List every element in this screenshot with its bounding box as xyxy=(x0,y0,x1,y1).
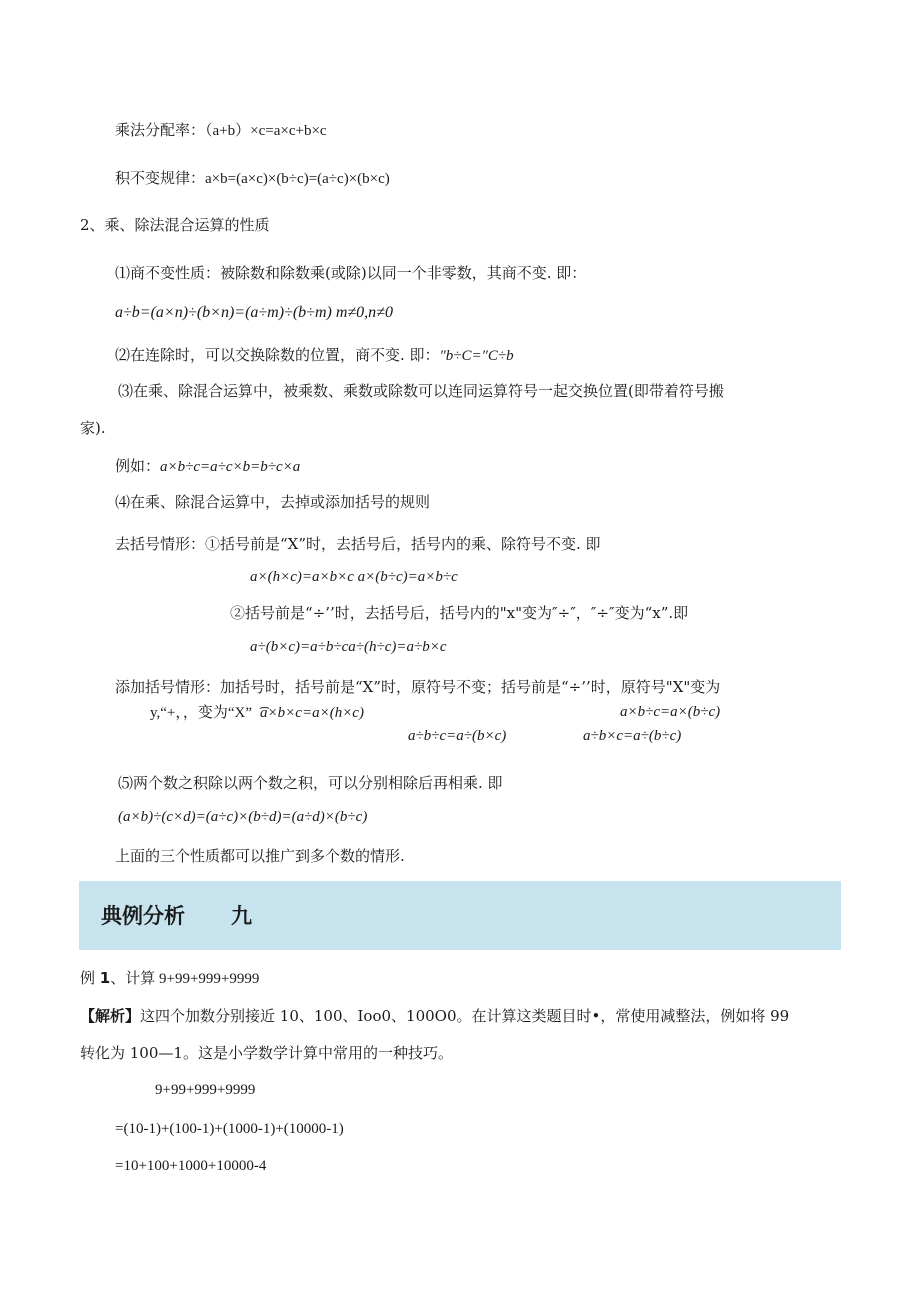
generalization-note: 上面的三个性质都可以推广到多个数的情形. xyxy=(115,847,405,865)
add-brackets-formula-2: a×b÷c=a×(b÷c) xyxy=(620,704,721,720)
property-5-text: ⑸两个数之积除以两个数之积，可以分别相除后再相乘. 即 xyxy=(118,774,503,792)
example-1-label: 例 xyxy=(80,969,96,987)
distributive-law-label: 乘法分配率： xyxy=(115,121,206,139)
product-invariance-formula: a×b=(a×c)×(b÷c)=(a÷c)×(b×c) xyxy=(205,171,390,187)
property-2-text: ⑵在连除时，可以交换除数的位置，商不变. 即： xyxy=(115,346,440,364)
add-brackets-rule-cont: y,“+，，变为“X” xyxy=(150,705,253,721)
analysis-text: 这四个加数分别接近 10、100、Ioo0、100O0。在计算这类题目时•，常使用减整法，例如将 99 xyxy=(140,1007,790,1025)
add-brackets-formula-3: a÷b÷c=a÷(b×c) xyxy=(408,728,507,744)
example-1-task: 、计算 9+99+999+9999 xyxy=(110,971,260,987)
example-1-number: 1 xyxy=(99,969,111,987)
example-swap-line xyxy=(115,455,300,478)
analysis-text-cont: 转化为 100—1。这是小学数学计算中常用的一种技巧。 xyxy=(80,1044,453,1062)
section-banner xyxy=(79,881,841,950)
remove-brackets-rule-1: 去括号情形：①括号前是“X”时，去括号后，括号内的乘、除符号不变. 即 xyxy=(115,535,601,553)
banner-suffix: 九 xyxy=(231,904,252,928)
add-brackets-formula-4: a÷b×c=a÷(b÷c) xyxy=(583,728,682,744)
property-3-text: ⑶在乘、除混合运算中，被乘数、乘数或除数可以连同运算符号一起交换位置(即带着符号搬 xyxy=(118,382,724,400)
property-1-text: ⑴商不变性质：被除数和除数乘(或除)以同一个非零数，其商不变. 即： xyxy=(115,264,587,282)
analysis-line xyxy=(80,1005,789,1027)
add-brackets-line-1 xyxy=(150,701,364,724)
product-invariance-label: 积不变规律： xyxy=(115,169,206,187)
property-3-text-cont: 家). xyxy=(80,419,106,437)
banner-title: 典例分析 xyxy=(101,904,185,928)
property-4-text: ⑷在乘、除混合运算中，去掉或添加括号的规则 xyxy=(115,493,431,511)
section-heading-2: 2、乘、除法混合运算的性质 xyxy=(80,216,270,234)
analysis-label: 【解析】 xyxy=(80,1007,141,1025)
distributive-law-formula: （a+b）×c=a×c+b×c xyxy=(205,123,327,139)
example-swap-formula: a×b÷c=a÷c×b=b÷c×a xyxy=(160,459,301,475)
remove-brackets-formula-2: a÷(b×c)=a÷b÷ca÷(h÷c)=a÷b×c xyxy=(250,639,447,655)
remove-brackets-formula-1: a×(h×c)=a×b×c a×(b÷c)=a×b÷c xyxy=(250,569,458,585)
example-swap-label: 例如： xyxy=(115,457,161,475)
add-brackets-rule: 添加括号情形：加括号时，括号前是“X”时，原符号不变；括号前是“÷’’时，原符号"X"变为 xyxy=(115,678,721,696)
remove-brackets-rule-2: ②括号前是“÷’’时，去括号后，括号内的"x"变为″÷″，″÷″变为“x”.即 xyxy=(230,604,689,622)
solution-step-3: =10+100+1000+10000-4 xyxy=(115,1158,267,1174)
add-brackets-formula-1: ͡a×b×c=a×(h×c) xyxy=(260,705,364,721)
solution-step-2: =(10-1)+(100-1)+(1000-1)+(10000-1) xyxy=(115,1121,344,1137)
property-2-line xyxy=(115,344,514,367)
property-5-formula: (a×b)÷(c×d)=(a÷c)×(b÷d)=(a÷d)×(b÷c) xyxy=(118,809,368,825)
distributive-law-line xyxy=(115,119,327,142)
property-1-formula: a÷b=(a×n)÷(b×n)=(a÷m)÷(b÷m) m≠0,n≠0 xyxy=(115,304,393,321)
product-invariance-line xyxy=(115,167,390,190)
example-1-heading xyxy=(80,967,259,990)
property-2-formula: ″b÷C=″C÷b xyxy=(439,348,514,364)
solution-step-1: 9+99+999+9999 xyxy=(155,1082,256,1098)
